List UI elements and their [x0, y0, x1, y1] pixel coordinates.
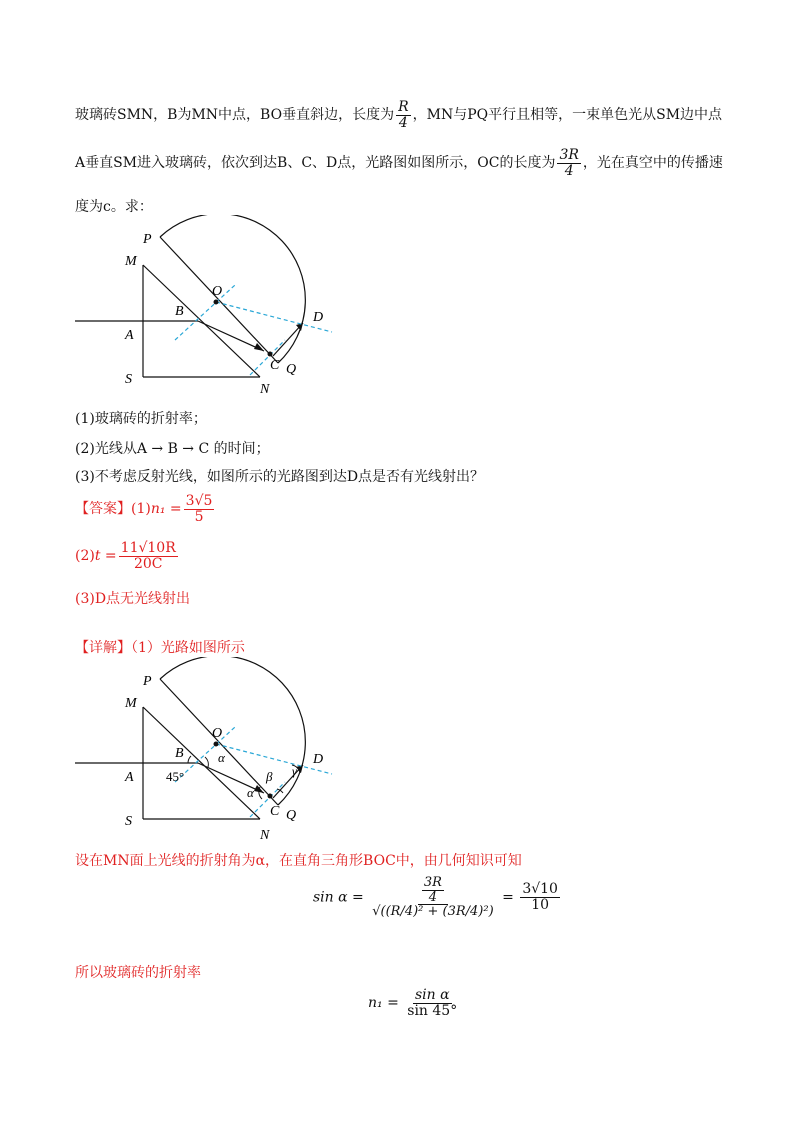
equation-n1 — [368, 988, 461, 1018]
label-alpha-bottom: α — [247, 785, 254, 800]
equation-numerator — [418, 876, 448, 905]
normal-at-C — [250, 340, 285, 375]
label-Q: Q — [286, 808, 297, 823]
detail-tag: 【详解】 — [75, 640, 131, 656]
answer-index: (2) — [75, 548, 95, 565]
problem-text: 度为c。求： — [75, 199, 153, 215]
question-1: (1)玻璃砖的折射率； — [75, 411, 207, 427]
problem-text: 玻璃砖SMN，B为MN中点，BO垂直斜边，长度为 — [75, 107, 395, 124]
label-M: M — [125, 254, 137, 269]
answer-2-fraction: $\frac{11√10R}{20C}$ — [120, 540, 176, 572]
normal-at-B — [175, 285, 235, 340]
equation-n1-fraction: $\frac{\text{sin α}}{\sin 45^\circ}$ — [407, 987, 458, 1019]
question-3: (3)不考虑反射光线，如图所示的光路图到达D点是否有光线射出？ — [75, 469, 485, 485]
answer-1 — [75, 494, 216, 524]
numerator-fraction: $\frac{3R}{4}$ — [423, 875, 442, 905]
label-D: D — [313, 310, 324, 325]
problem-text: A垂直SM进入玻璃砖，依次到达B、C、D点，光路图如图所示，OC的长度为 — [75, 155, 556, 172]
ray-BC — [198, 763, 264, 793]
label-B: B — [175, 304, 184, 319]
label-P: P — [143, 674, 152, 689]
fraction-r-over-4: $\frac{R}{4}$ — [398, 99, 409, 131]
label-beta: β — [266, 769, 273, 784]
label-O: O — [212, 726, 223, 741]
equation-main-fraction — [370, 876, 495, 919]
point-C — [268, 794, 273, 799]
answer-lhs: n₁ = — [150, 501, 182, 518]
problem-line-3 — [75, 196, 153, 216]
equation-lhs: sin α = — [313, 889, 364, 906]
angle-arc-45 — [188, 756, 191, 763]
label-C: C — [270, 804, 280, 819]
point-C — [268, 352, 273, 357]
detail-text-1: 设在MN面上光线的折射角为α，在直角三角形BOC中，由几何知识可知 — [75, 853, 522, 869]
answer-2 — [75, 541, 180, 571]
point-O — [214, 742, 219, 747]
circular-arc — [160, 215, 305, 363]
label-B: B — [175, 746, 184, 761]
normal-at-C — [250, 782, 285, 817]
equation-denominator: √((R/4)² + (3R/4)²) — [372, 904, 494, 920]
equation-lhs: n₁ = — [368, 995, 399, 1012]
equation-rhs-fraction: $\frac{3√10}{10}$ — [522, 881, 558, 913]
angle-arc-alpha-B — [205, 757, 208, 767]
optics-diagram-1 — [70, 215, 370, 400]
problem-text: ，MN与PQ平行且相等，一束单色光从SM边中点 — [412, 107, 723, 124]
label-N: N — [260, 382, 270, 397]
label-N: N — [260, 828, 270, 842]
answer-tag: 【答案】 — [75, 501, 131, 518]
label-S: S — [125, 372, 132, 387]
detail-text-2: 所以玻璃砖的折射率 — [75, 965, 201, 981]
optics-diagram-2 — [70, 657, 370, 842]
label-O: O — [212, 284, 223, 299]
answer-lhs: t = — [94, 548, 117, 565]
problem-text: ，光在真空中的传播速 — [582, 155, 723, 172]
problem-line-2 — [75, 148, 723, 178]
question-2: (2)光线从A → B → C 的时间； — [75, 441, 270, 457]
detail-heading-text: （1）光路如图所示 — [131, 640, 245, 656]
angle-arc-alpha-C — [259, 787, 262, 799]
label-C: C — [270, 358, 280, 373]
answer-3: (3)D点无光线射出 — [75, 591, 191, 607]
equation-sin-alpha: sin α = $\frac{\frac{3R}{4}}{\text{√((R/4)² + (3R/4)²)}}$ = $\frac{3√10}{10}$ — [313, 875, 558, 920]
label-gamma: γ — [292, 764, 297, 778]
answer-index: (1) — [131, 501, 151, 518]
label-A: A — [125, 328, 134, 343]
label-P: P — [143, 232, 152, 247]
ray-BC — [198, 321, 264, 351]
answer-1-fraction: $\frac{3√5}{5}$ — [185, 493, 213, 525]
label-M: M — [125, 696, 137, 711]
detail-heading — [75, 637, 245, 657]
label-S: S — [125, 814, 132, 829]
point-O — [214, 300, 219, 305]
label-Q: Q — [286, 362, 297, 377]
problem-line-1 — [75, 100, 722, 130]
label-45deg: 45° — [166, 769, 185, 784]
label-D: D — [313, 752, 324, 767]
label-A: A — [125, 770, 134, 785]
fraction-3r-over-4: $\frac{3R}{4}$ — [559, 147, 579, 179]
label-alpha-top: α — [218, 750, 225, 765]
